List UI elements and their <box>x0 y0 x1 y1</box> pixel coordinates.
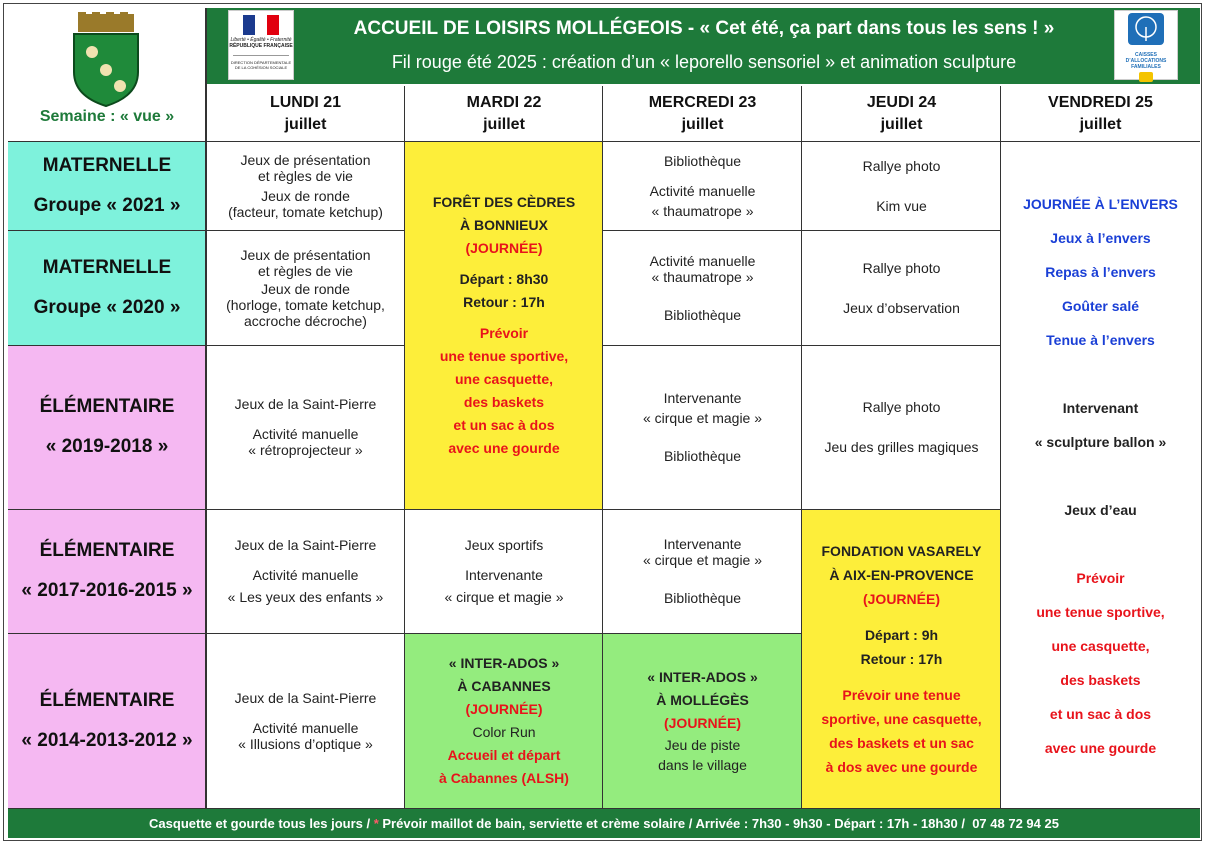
prevoir-line: une tenue sportive, <box>1036 604 1165 620</box>
activity-text: Jeux d’observation <box>843 299 960 316</box>
activity-text: « cirque et magie » <box>642 552 763 568</box>
inter-ados-activity: dans le village <box>658 757 747 773</box>
group-sub: « 2017-2016-2015 » <box>21 580 193 601</box>
footer-bar <box>8 809 1200 838</box>
friday-envers-line: Tenue à l’envers <box>1046 332 1155 348</box>
activity-text: et règles de vie <box>258 262 353 279</box>
activity-text: Bibliothèque <box>663 153 742 169</box>
day-name: MERCREDI 23 <box>648 94 757 111</box>
grid-line <box>205 8 207 808</box>
day-name: LUNDI 21 <box>269 94 342 111</box>
activity-text: Jeu des grilles magiques <box>824 439 979 455</box>
monday-r2 <box>206 230 405 345</box>
prevoir-line: sportive, une casquette, <box>821 710 982 727</box>
activity-text: Jeux de la Saint-Pierre <box>234 537 377 553</box>
group-sub: Groupe « 2021 » <box>33 195 181 216</box>
group-title: MATERNELLE <box>42 256 172 278</box>
day-header-friday <box>1001 86 1200 142</box>
tuesday-r4 <box>405 509 603 633</box>
flag-icon <box>243 15 279 35</box>
grid-line <box>404 86 405 808</box>
prevoir-line: Prévoir une tenue <box>842 686 961 703</box>
prevoir-line: une casquette, <box>454 371 554 387</box>
grid-line <box>603 345 1001 346</box>
group-title: ÉLÉMENTAIRE <box>39 396 175 417</box>
republique-logo <box>228 10 294 80</box>
monday-r4 <box>206 509 405 633</box>
caf-badge-icon <box>1139 72 1153 82</box>
activity-text: Jeux de ronde <box>261 280 350 297</box>
activity-text: Bibliothèque <box>663 590 742 606</box>
activity-text: Rallye photo <box>862 158 941 174</box>
thursday-r3 <box>802 345 1001 509</box>
wednesday-r2 <box>603 230 802 345</box>
activity-text: Activité manuelle <box>649 252 756 269</box>
monday-r5 <box>206 633 405 808</box>
activity-text: Rallye photo <box>862 259 941 276</box>
republique-text-1: Liberté • Égalité • Fraternité <box>230 37 292 43</box>
day-month: juillet <box>284 116 327 133</box>
friday-envers-line: JOURNÉE À L’ENVERS <box>1023 196 1178 212</box>
tuesday-inter-ados <box>405 633 603 808</box>
caf-text-2: FAMILIALES <box>1131 64 1161 70</box>
grid-line <box>602 86 603 808</box>
outing-journee: (JOURNÉE) <box>862 590 940 607</box>
friday-envers-line: Jeux à l’envers <box>1050 230 1151 246</box>
prevoir-line: avec une gourde <box>448 440 560 456</box>
inter-ados-note: à Cabannes (ALSH) <box>439 769 569 786</box>
footer-star: * <box>373 816 379 831</box>
wednesday-inter-ados <box>603 633 802 808</box>
activity-text: Activité manuelle <box>649 183 756 199</box>
friday-intervenant: Intervenant <box>1062 400 1139 416</box>
activity-text: « thaumatrope » <box>651 203 754 219</box>
activity-text: « thaumatrope » <box>651 268 754 285</box>
prevoir-line: des baskets <box>1060 672 1141 688</box>
day-month: juillet <box>483 116 525 133</box>
grid-line <box>8 509 1001 510</box>
activity-text: Jeux sportifs <box>464 537 544 553</box>
activity-text: Jeux de la Saint-Pierre <box>234 689 377 706</box>
grid-line <box>206 230 405 231</box>
activity-text: Activité manuelle <box>252 719 359 736</box>
monday-r3 <box>206 345 405 509</box>
inter-ados-place: À CABANNES <box>457 677 551 694</box>
inter-ados-activity: Color Run <box>472 723 536 740</box>
footer-text-1: Casquette et gourde tous les jours / <box>149 816 374 831</box>
friday-column <box>1001 142 1200 808</box>
prevoir-line: à dos avec une gourde <box>825 758 978 775</box>
group-elementaire-2017-2015 <box>8 509 206 633</box>
prevoir-line: Prévoir <box>1076 570 1125 586</box>
group-title: ÉLÉMENTAIRE <box>39 689 175 711</box>
day-name: JEUDI 24 <box>866 94 937 111</box>
outing-journee: (JOURNÉE) <box>465 240 543 256</box>
activity-text: (horloge, tomate ketchup, <box>226 296 385 313</box>
activity-text: « rétroprojecteur » <box>248 442 363 458</box>
activity-text: Intervenante <box>465 567 543 583</box>
group-elementaire-2019-2018 <box>8 345 206 509</box>
header-subtitle: Fil rouge été 2025 : création d’un « leporello sensoriel » et animation sculpture <box>391 52 1017 72</box>
prevoir-line: et un sac à dos <box>453 417 555 433</box>
day-name: MARDI 22 <box>466 94 542 111</box>
friday-envers-line: Goûter salé <box>1061 298 1140 314</box>
republique-text-2: RÉPUBLIQUE FRANÇAISE <box>229 43 293 49</box>
group-maternelle-2020 <box>8 230 206 345</box>
outing-place: À BONNIEUX <box>460 217 548 233</box>
tuesday-outing <box>405 142 603 509</box>
crest-icon <box>70 12 142 108</box>
prevoir-line: des baskets <box>463 394 545 410</box>
activity-text: Jeux de présentation <box>240 152 371 168</box>
friday-sculpture: « sculpture ballon » <box>1034 434 1167 450</box>
wednesday-r1 <box>603 142 802 230</box>
outing-place: FONDATION VASARELY <box>821 542 982 559</box>
day-header-thursday <box>802 86 1001 142</box>
grid-line <box>1000 86 1001 808</box>
republique-text-4: DE LA COHÉSION SOCIALE <box>234 65 288 70</box>
republique-text-3: DIRECTION DÉPARTEMENTALE <box>230 60 292 65</box>
outing-depart: Départ : 9h <box>864 626 939 643</box>
outing-retour: Retour : 17h <box>860 650 943 667</box>
inter-ados-activity: Jeu de piste <box>664 737 741 753</box>
activity-text: Intervenante <box>663 536 742 552</box>
activity-text: (facteur, tomate ketchup) <box>228 204 383 220</box>
header-title: ACCUEIL DE LOISIRS MOLLÉGEOIS - « Cet été, ça part dans tous les sens ! » <box>353 18 1055 39</box>
grid-line <box>603 230 1001 231</box>
outing-depart: Départ : 8h30 <box>459 271 549 287</box>
inter-ados-journee: (JOURNÉE) <box>465 700 543 717</box>
grid-line <box>8 633 802 634</box>
prevoir-line: Prévoir <box>479 325 529 341</box>
prevoir-line: et un sac à dos <box>1049 706 1152 722</box>
activity-text: Jeux de présentation <box>240 246 371 263</box>
wednesday-r3 <box>603 345 802 509</box>
day-name: VENDREDI 25 <box>1048 94 1153 111</box>
activity-text: « Illusions d’optique » <box>238 735 373 752</box>
group-sub: « 2019-2018 » <box>45 436 169 457</box>
friday-envers-line: Repas à l’envers <box>1045 264 1156 280</box>
activity-text: Bibliothèque <box>663 306 742 323</box>
prevoir-line: une casquette, <box>1051 638 1150 654</box>
day-header-tuesday <box>405 86 603 142</box>
activity-text: Intervenante <box>663 390 742 406</box>
week-label: Semaine : « vue » <box>39 108 175 125</box>
crest <box>70 12 142 108</box>
footer-text-2: Prévoir maillot de bain, serviette et crème solaire / Arrivée : 7h30 - 9h30 - Départ : 17h - 18h30 / 07 48 72 94 25 <box>378 816 1059 831</box>
group-maternelle-2021 <box>8 142 206 230</box>
inter-ados-title: « INTER-ADOS » <box>448 654 560 671</box>
inter-ados-place: À MOLLÉGÈS <box>656 692 749 708</box>
friday-jeux-eau: Jeux d’eau <box>1064 502 1137 518</box>
group-elementaire-2014-2012 <box>8 633 206 808</box>
caf-text-1: CAISSES D’ALLOCATIONS <box>1125 52 1167 64</box>
day-month: juillet <box>1079 116 1122 133</box>
day-header-wednesday <box>603 86 802 142</box>
grid-line <box>8 230 206 231</box>
grid-line <box>8 141 1200 142</box>
day-month: juillet <box>681 116 724 133</box>
caf-logo <box>1114 10 1178 80</box>
activity-text: Activité manuelle <box>252 426 359 442</box>
inter-ados-title: « INTER-ADOS » <box>647 669 758 685</box>
day-header-monday <box>206 86 405 142</box>
caf-tree-icon <box>1115 11 1177 47</box>
activity-text: Kim vue <box>876 198 927 214</box>
prevoir-line: avec une gourde <box>1044 740 1157 756</box>
activity-text: Rallye photo <box>862 399 941 415</box>
day-month: juillet <box>880 116 923 133</box>
group-sub: « 2014-2013-2012 » <box>21 729 193 751</box>
activity-text: Jeux de ronde <box>261 188 350 204</box>
group-title: MATERNELLE <box>42 155 172 176</box>
outing-place: FORÊT DES CÈDRES <box>432 194 576 210</box>
activity-text: accroche décroche) <box>244 312 367 329</box>
inter-ados-journee: (JOURNÉE) <box>663 715 741 731</box>
activity-text: « cirque et magie » <box>642 410 763 426</box>
thursday-r2 <box>802 230 1001 345</box>
thursday-outing <box>802 509 1001 808</box>
grid-line <box>8 345 405 346</box>
monday-r1 <box>206 142 405 230</box>
activity-text: Jeux de la Saint-Pierre <box>234 396 377 412</box>
activity-text: « cirque et magie » <box>444 589 564 605</box>
grid-line <box>801 86 802 808</box>
thursday-r1 <box>802 142 1001 230</box>
outing-place: À AIX-EN-PROVENCE <box>829 566 974 583</box>
prevoir-line: une tenue sportive, <box>439 348 569 364</box>
prevoir-line: des baskets et un sac <box>829 734 974 751</box>
inter-ados-note: Accueil et départ <box>447 746 561 763</box>
group-sub: Groupe « 2020 » <box>33 296 181 318</box>
activity-text: « Les yeux des enfants » <box>227 589 384 605</box>
outing-retour: Retour : 17h <box>463 294 545 310</box>
activity-text: Bibliothèque <box>663 448 742 464</box>
group-title: ÉLÉMENTAIRE <box>39 540 175 561</box>
activity-text: Activité manuelle <box>252 567 359 583</box>
wednesday-r4 <box>603 509 802 633</box>
activity-text: et règles de vie <box>258 168 353 184</box>
